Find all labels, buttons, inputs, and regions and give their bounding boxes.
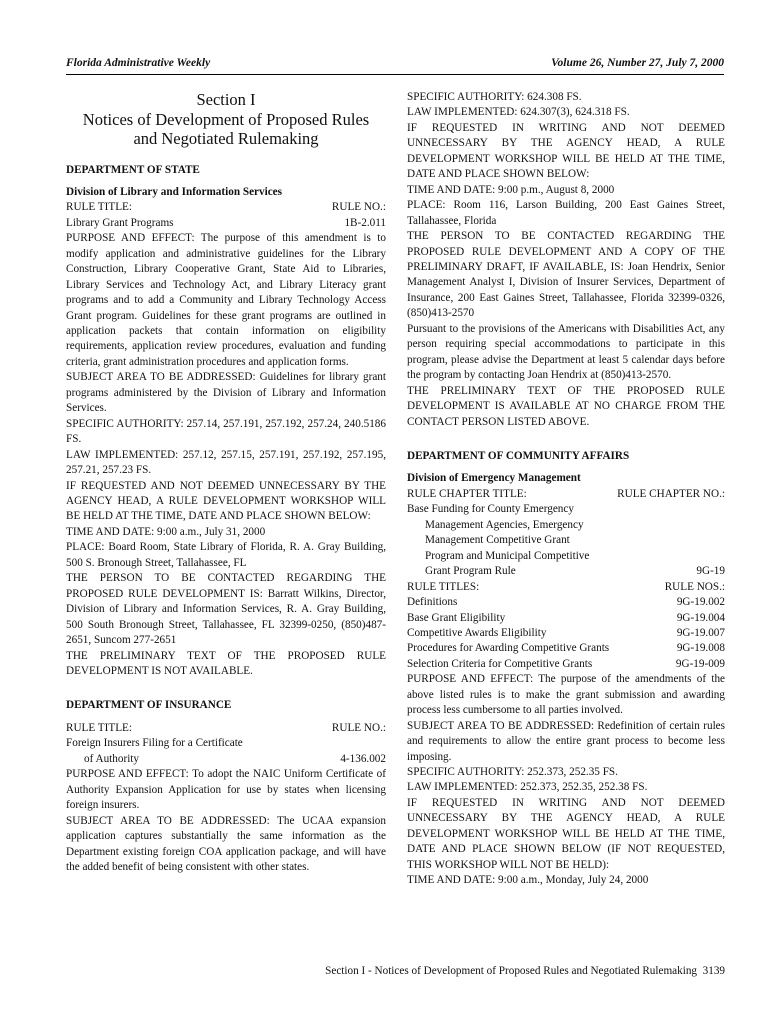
purpose-and-effect: PURPOSE AND EFFECT: The purpose of this amendment is to modify application and administrative guidelines for the Library Construction, Library Cooperative Grant, State Aid to Libraries, Library Services and Technology Act, and Library Literacy grant programs and to add a Community and Library Technology Access Grant program. Guidelines for these grant programs are outlined in application packets that contain information on eligibility requirements, application review procedures, evaluation and funding criteria, grant administration procedures and application forms. [66,232,386,368]
chapter-no-label: RULE CHAPTER NO.: [617,487,725,500]
rule-row [407,641,725,656]
subject-area: SUBJECT AREA TO BE ADDRESSED: Redefinition of certain rules and requirements to allow the entire grant process to become less imposing. [407,719,725,763]
workshop-notice: IF REQUESTED AND NOT DEEMED UNNECESSARY BY THE AGENCY HEAD, A RULE DEVELOPMENT WORKSHOP WILL BE HELD AT THE TIME, DATE AND PLACE SHOWN BELOW: [66,479,386,523]
rule-row [407,657,725,672]
rule-number: 9G-19.007 [676,626,725,639]
rule-title-row [66,752,386,767]
left-column [66,90,386,875]
rule-row [407,611,725,626]
preliminary-text: THE PRELIMINARY TEXT OF THE PROPOSED RULE DEVELOPMENT IS NOT AVAILABLE. [66,649,386,677]
right-column [407,90,725,889]
contact-person: THE PERSON TO BE CONTACTED REGARDING THE PROPOSED RULE DEVELOPMENT AND A COPY OF THE PRELIMINARY DRAFT, IF AVAILABLE, IS: Joan Hendrix, Senior Management Analyst I, Division of Insurer Services, Department of Insurance, 200 East Gaines Street, Tallahassee, Florida 32399-0326, (850)413-2570 [407,230,725,320]
place: PLACE: Room 116, Larson Building, 200 East Gaines Street, Tallahassee, Florida [407,199,725,227]
subject-area: SUBJECT AREA TO BE ADDRESSED: Guidelines for library grant programs administered by the Division of Library and Information Services. [66,371,386,415]
rule-title: Definitions [407,596,458,609]
page-footer [66,964,725,978]
division-heading: Division of Library and Information Services [66,185,282,198]
rule-no-label: RULE NO.: [331,201,386,214]
rule-titles-label: RULE TITLES: [407,580,480,593]
chapter-title-row [407,564,725,579]
time-and-date: TIME AND DATE: 9:00 a.m., Monday, July 24, 2000 [407,874,649,887]
section-title [66,90,386,149]
rule-title-header-row [66,200,386,215]
department-heading: DEPARTMENT OF INSURANCE [66,699,232,712]
chapter-title-continued: Management Competitive Grant [425,534,570,547]
chapter-title-continued: Management Agencies, Emergency [425,518,584,531]
rule-title-header-row [66,721,386,736]
rule-title: Procedures for Awarding Competitive Grants [407,642,610,655]
rule-title-continued: of Authority [84,752,140,765]
rule-title: Base Grant Eligibility [407,611,506,624]
running-header [66,56,724,75]
rule-number: 4-136.002 [340,752,386,765]
rule-number: 9G-19.002 [676,596,725,609]
subject-area: SUBJECT AREA TO BE ADDRESSED: The UCAA expansion application captures substantially the same information as the Department existing foreign COA application package, and will have the added benefit of being consistent with other states. [66,814,386,873]
rule-number: 1B-2.011 [344,216,386,229]
footer-section-label: Section I - Notices of Development of Proposed Rules and Negotiated Rulemaking [325,965,698,977]
rule-nos-label: RULE NOS.: [664,580,725,593]
rule-titles-header-row [407,580,725,595]
rule-title-row [66,216,386,231]
chapter-title-label: RULE CHAPTER TITLE: [407,487,527,500]
time-and-date: TIME AND DATE: 9:00 a.m., July 31, 2000 [66,525,266,538]
contact-person: THE PERSON TO BE CONTACTED REGARDING THE PROPOSED RULE DEVELOPMENT IS: Barratt Wilkins, Director, Division of Library and Information Services, R. A. Gray Building, 500 South Bronough Street, Tallahassee, FL 32399-0250, (850)487-2651, Suncom 277-2651 [66,572,386,647]
rule-number: 9G-19.004 [676,611,725,624]
chapter-title: Base Funding for County Emergency [407,503,574,516]
specific-authority: SPECIFIC AUTHORITY: 624.308 FS. [407,91,582,103]
specific-authority: SPECIFIC AUTHORITY: 252.373, 252.35 FS. [407,766,618,779]
law-implemented: LAW IMPLEMENTED: 257.12, 257.15, 257.191, 257.192, 257.195, 257.21, 257.23 FS. [66,448,386,477]
rule-number: 9G-19.008 [676,642,725,655]
chapter-title-continued: Grant Program Rule [425,565,516,578]
purpose-and-effect: PURPOSE AND EFFECT: To adopt the NAIC Uniform Certificate of Authority Expansion Application for use by states when licensing foreign insurers. [66,768,386,812]
section-number: Section I [196,90,256,109]
rule-row [407,595,725,610]
rule-no-label: RULE NO.: [331,721,386,734]
place: PLACE: Board Room, State Library of Florida, R. A. Gray Building, 500 S. Bronough Street, Tallahassee, FL [66,541,386,569]
purpose-and-effect: PURPOSE AND EFFECT: The purpose of the amendments of the above listed rules is to make the grant submission and awarding process less cumbersome to all parties involved. [407,673,725,717]
volume-issue-date: Volume 26, Number 27, July 7, 2000 [551,57,724,69]
section-heading-line1: Notices of Development of Proposed Rules [82,109,370,129]
rule-title: Selection Criteria for Competitive Grants [407,657,593,670]
chapter-title-header-row [407,487,725,502]
rule-number: 9G-19-009 [675,657,725,670]
time-and-date: TIME AND DATE: 9:00 p.m., August 8, 2000 [407,183,615,196]
chapter-number: 9G-19 [696,565,725,578]
page-number: 3139 [702,965,725,977]
specific-authority: SPECIFIC AUTHORITY: 257.14, 257.191, 257.192, 257.24, 240.5186 FS. [66,417,386,446]
law-implemented: LAW IMPLEMENTED: 624.307(3), 624.318 FS. [407,106,630,119]
section-heading-line2: and Negotiated Rulemaking [133,129,319,148]
division-heading: Division of Emergency Management [407,472,581,485]
rule-row [407,626,725,641]
ada-notice: Pursuant to the provisions of the Americans with Disabilities Act, any person requiring special accommodations to participate in this program, please advise the Department at least 5 calendar days before the program by contacting Joan Hendrix at (850)413-2570. [407,322,725,382]
workshop-notice: IF REQUESTED IN WRITING AND NOT DEEMED UNNECESSARY BY THE AGENCY HEAD, A RULE DEVELOPMENT WORKSHOP WILL BE HELD AT THE TIME, DATE AND PLACE SHOWN BELOW (IF NOT REQUESTED, THIS WORKSHOP WILL NOT BE HELD): [407,796,725,871]
rule-title: Foreign Insurers Filing for a Certificate [66,737,243,750]
workshop-notice: IF REQUESTED IN WRITING AND NOT DEEMED UNNECESSARY BY THE AGENCY HEAD, A RULE DEVELOPMENT WORKSHOP WILL BE HELD AT THE TIME, DATE AND PLACE SHOWN BELOW: [407,121,725,181]
department-heading: DEPARTMENT OF STATE [66,163,200,176]
department-heading: DEPARTMENT OF COMMUNITY AFFAIRS [407,449,630,462]
chapter-title-continued: Program and Municipal Competitive [425,549,590,562]
rule-title-label: RULE TITLE: [66,721,132,734]
rule-title: Library Grant Programs [66,216,174,229]
preliminary-text: THE PRELIMINARY TEXT OF THE PROPOSED RULE DEVELOPMENT IS AVAILABLE AT NO CHARGE FROM THE CONTACT PERSON LISTED ABOVE. [407,384,725,428]
rule-title: Competitive Awards Eligibility [407,626,547,639]
law-implemented: LAW IMPLEMENTED: 252.373, 252.35, 252.38 FS. [407,781,648,794]
publication-name: Florida Administrative Weekly [66,57,211,69]
rule-title-label: RULE TITLE: [66,201,132,214]
